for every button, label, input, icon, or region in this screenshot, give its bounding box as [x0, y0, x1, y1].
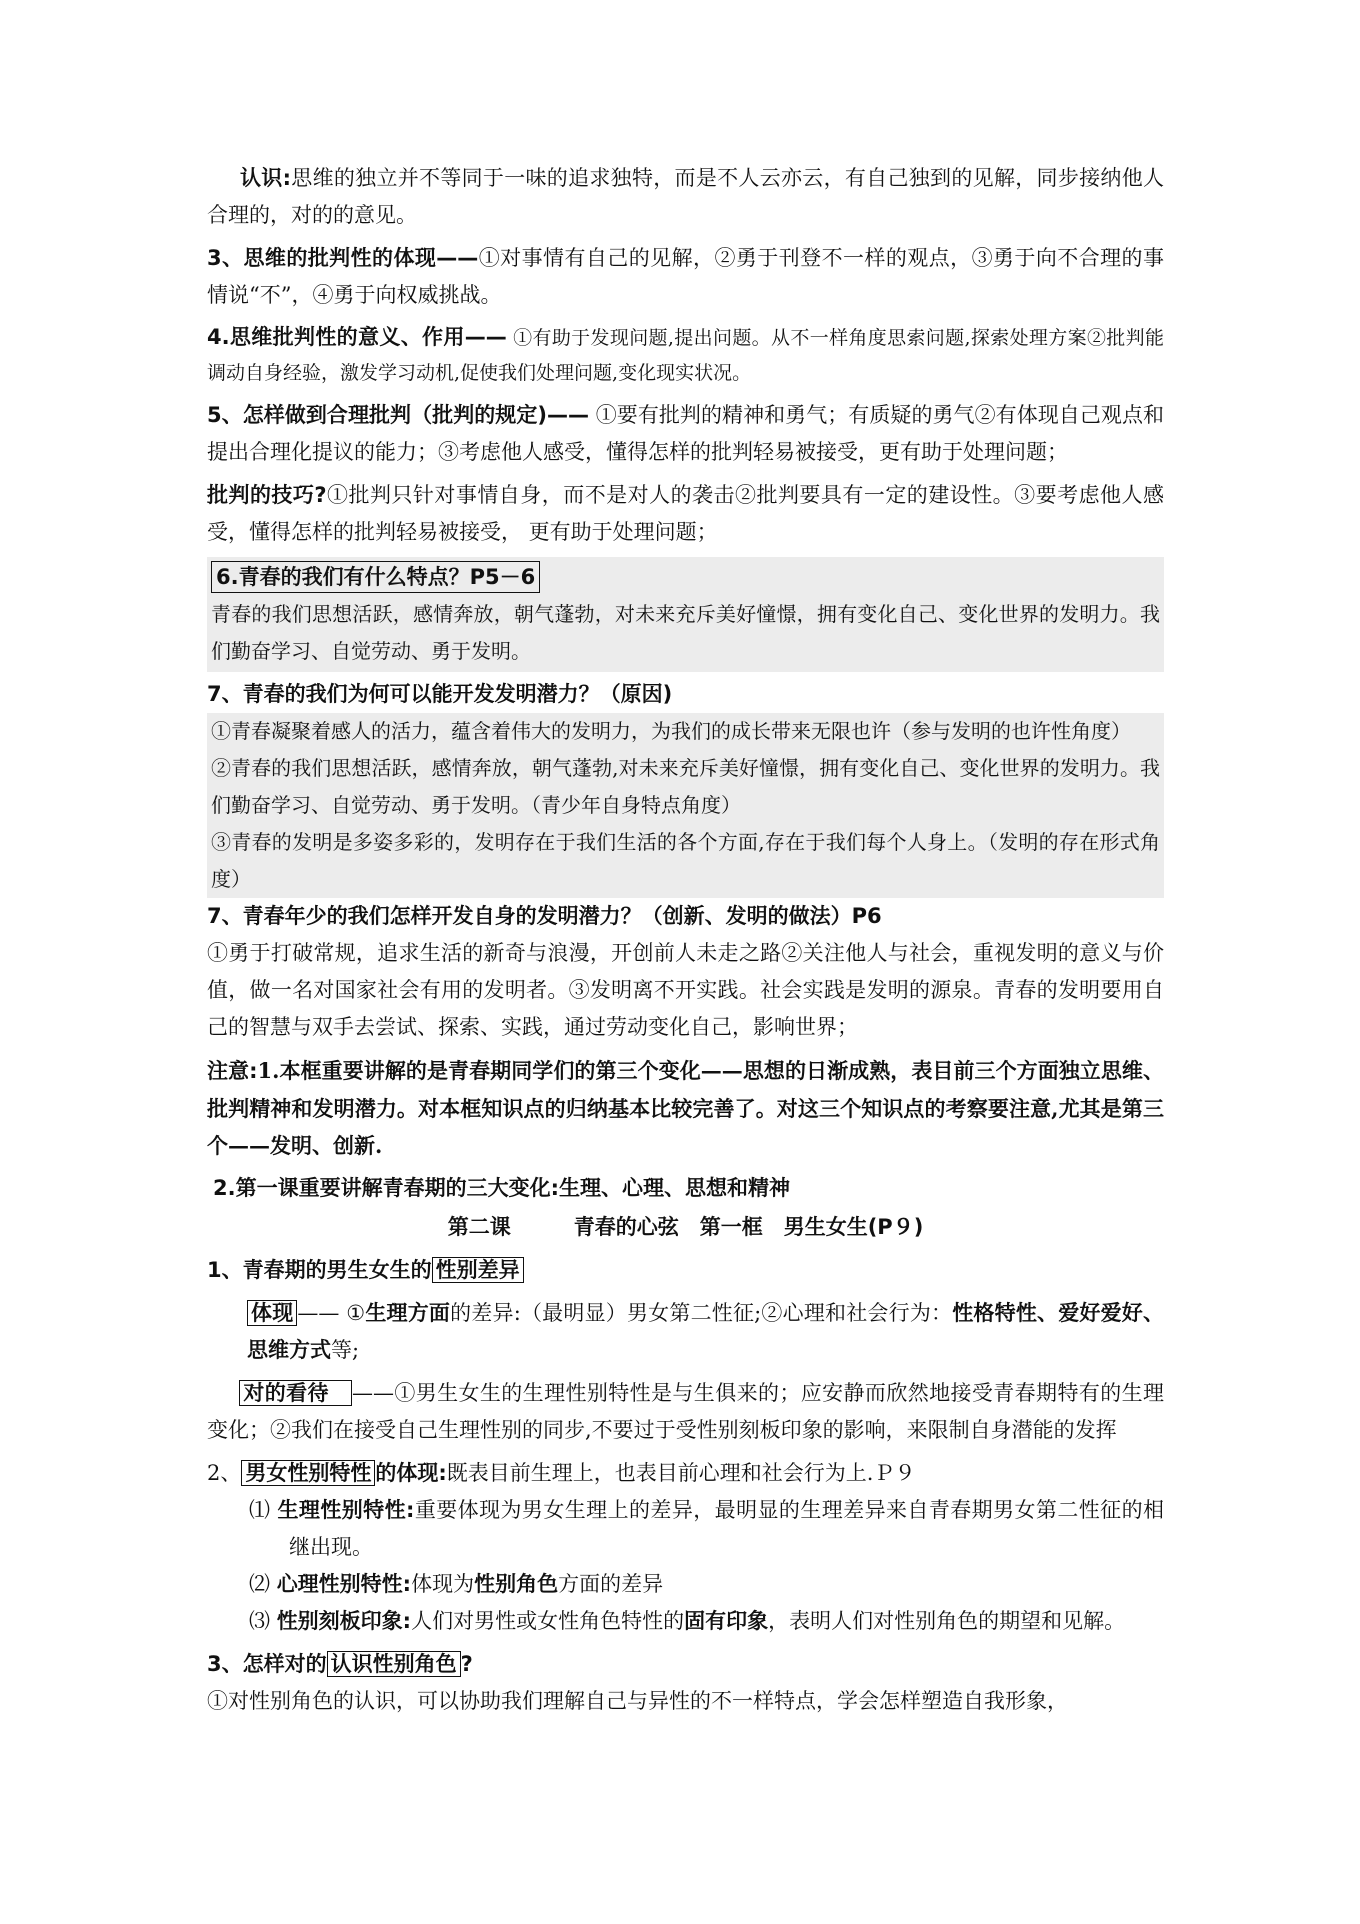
expression-b2: 性格特性、爱好爱好、思维方式 — [247, 1301, 1165, 1362]
text-critical-meaning: ①有助于发现问题,提出问题。从不一样角度思索问题,探索处理方案②批判能调动自身经验，激发学习动机,促使我们处理问题,变化现实状况。 — [207, 327, 1164, 384]
heading-critical-expression: 3、思维的批判性的体现—— — [207, 246, 479, 270]
expression-t2: 的差异:（最明显）男女第二性征;②心理和社会行为： — [450, 1301, 953, 1325]
label-note: 注意: — [207, 1059, 258, 1083]
label-recognition: 认识: — [240, 166, 291, 190]
heading-q7b: 7、青春年少的我们怎样开发自身的发明潜力？（创新、发明的做法）P6 — [207, 904, 882, 928]
item-3-text: 人们对男性或女性角色特性的 — [411, 1609, 685, 1633]
text-q7b: ①勇于打破常规，追求生活的新奇与浪漫，开创前人未走之路②关注他人与社会，重视发明的意义与价值，做一名对国家社会有用的发明者。③发明离不开实践。社会实践是发明的源泉。青春的发明要用自己的智慧与双手去尝试、探索、实践，通过劳动变化自己，影响世界； — [207, 941, 1164, 1039]
section-3-suffix: ? — [460, 1652, 473, 1676]
item-1-label: 生理性别特性: — [277, 1498, 415, 1522]
text-correct-view: ——①男生女生的生理性别特性是与生俱来的；应安静而欣然地接受青春期特有的生理变化；②我们在接受自己生理性别的同步,不要过于受性别刻板印象的影响，来限制自身潜能的发挥 — [207, 1381, 1164, 1442]
paragraph-critical-meaning — [207, 320, 1164, 391]
section-2-mid: 的体现: — [375, 1461, 447, 1485]
section-2-text: 既表目前生理上，也表目前心理和社会行为上.Ｐ９ — [446, 1461, 916, 1485]
page-content — [207, 160, 1164, 1720]
item-3-label: 性别刻板印象: — [276, 1609, 412, 1633]
item-3-bold: 固有印象 — [684, 1609, 769, 1633]
paragraph-criticism-skills — [207, 477, 1164, 551]
q7-item-1: ①青春凝聚着感人的活力，蕴含着伟大的发明力，为我们的成长带来无限也许（参与发明的也许性角度） — [211, 719, 1131, 743]
item-2-label: 心理性别特性: — [276, 1572, 412, 1596]
item-2-text: 体现为 — [411, 1572, 475, 1596]
section-3-boxed: 认识性别角色 — [327, 1651, 461, 1677]
text-reasonable-criticism: ①要有批判的精神和勇气；有质疑的勇气②有体现自己观点和提出合理化提议的能力；③考虑他人感受，懂得怎样的批判轻易被接受，更有助于处理问题； — [207, 403, 1164, 464]
item-3-text2: ，表明人们对性别角色的期望和见解。 — [768, 1609, 1126, 1633]
paragraph-note — [207, 1052, 1164, 1164]
item-2-text2: 方面的差异 — [558, 1572, 664, 1596]
section-2-item-1 — [207, 1492, 1164, 1566]
expression-b1: 生理方面 — [365, 1301, 451, 1325]
note-2: 2.第一课重要讲解青春期的三大变化:生理、心理、思想和精神 — [213, 1176, 790, 1200]
paragraph-recognition — [207, 160, 1164, 234]
heading-q7: 7、青春的我们为何可以能开发发明潜力？（原因) — [207, 682, 673, 706]
item-1-text: 重要体现为男女生理上的差异，最明显的生理差异来自青春期男女第二性征的相继出现。 — [289, 1498, 1164, 1559]
boxed-expression: 体现 — [247, 1300, 297, 1326]
section-2-item-3 — [207, 1603, 1164, 1640]
section-2-boxed: 男女性别特性 — [241, 1460, 375, 1486]
text-note: 1.本框重要讲解的是青春期同学们的第三个变化——思想的日渐成熟，表目前三个方面独立思维、批判精神和发明潜力。对本框知识点的归纳基本比较完善了。对这三个知识点的考察要注意,尤其是第三个——发明、创新. — [207, 1058, 1164, 1158]
heading-q6: 6.青春的我们有什么特点？P5－6 — [211, 561, 540, 593]
section-3-text: ①对性别角色的认识，可以协助我们理解自己与异性的不一样特点，学会怎样塑造自我形象， — [207, 1689, 1068, 1713]
item-3-num: ⑶ — [249, 1609, 270, 1633]
section-1-heading — [207, 1252, 1164, 1289]
text-critical-expression: ①对事情有自己的见解，②勇于刊登不一样的观点，③勇于向不合理的事情说“不”，④勇于向权威挑战。 — [207, 246, 1164, 307]
text-q6: 青春的我们思想活跃，感情奔放，朝气蓬勃，对未来充斥美好憧憬，拥有变化自己、变化世界的发明力。我们勤奋学习、自觉劳动、勇于发明。 — [211, 602, 1160, 663]
item-2-num: ⑵ — [249, 1572, 270, 1596]
paragraph-reasonable-criticism — [207, 397, 1164, 471]
boxed-correct-view: 对的看待 — [239, 1380, 352, 1406]
section-1-boxed: 性别差异 — [432, 1257, 524, 1283]
heading-critical-meaning: 4.思维批判性的意义、作用—— — [207, 325, 507, 349]
expression-dash: —— — [297, 1301, 347, 1325]
paragraph-critical-expression — [207, 240, 1164, 314]
section-1-prefix: 1、青春期的男生女生的 — [207, 1258, 432, 1282]
expression-t1: ① — [346, 1301, 366, 1325]
heading-reasonable-criticism: 5、怎样做到合理批判（批判的规定)—— — [207, 403, 589, 427]
section-2-item-2 — [207, 1566, 1164, 1603]
section-1-correct-view — [207, 1375, 1164, 1449]
shaded-block-q7 — [207, 713, 1164, 898]
text-criticism-skills: ①批判只针对事情自身，而不是对人的袭击②批判要具有一定的建设性。③要考虑他人感受，懂得怎样的批判轻易被接受， 更有助于处理问题； — [207, 483, 1164, 544]
section-3-heading — [207, 1646, 1164, 1683]
q7-item-3: ③青春的发明是多姿多彩的，发明存在于我们生活的各个方面,存在于我们每个人身上。（发明的存在形式角度） — [211, 830, 1160, 891]
lesson-title: 第二课 青春的心弦 第一框 男生女生(P９) — [447, 1215, 924, 1239]
q7-item-2: ②青春的我们思想活跃，感情奔放，朝气蓬勃,对未来充斥美好憧憬，拥有变化自己、变化世界的发明力。我们勤奋学习、自觉劳动、勇于发明。（青少年自身特点角度） — [211, 756, 1160, 817]
item-2-bold: 性别角色 — [474, 1572, 559, 1596]
section-2-prefix: 2、 — [207, 1461, 242, 1485]
expression-t3: 等; — [331, 1338, 360, 1362]
text-recognition: 思维的独立并不等同于一味的追求独特，而是不人云亦云，有自己独到的见解，同步接纳他人合理的，对的的意见。 — [207, 166, 1164, 227]
shaded-block-q6 — [207, 557, 1164, 672]
item-1-num: ⑴ — [249, 1498, 271, 1522]
section-3-prefix: 3、怎样对的 — [207, 1652, 327, 1676]
section-1-expression — [207, 1295, 1164, 1369]
section-2-heading — [207, 1455, 1164, 1492]
heading-criticism-skills: 批判的技巧? — [207, 483, 327, 507]
